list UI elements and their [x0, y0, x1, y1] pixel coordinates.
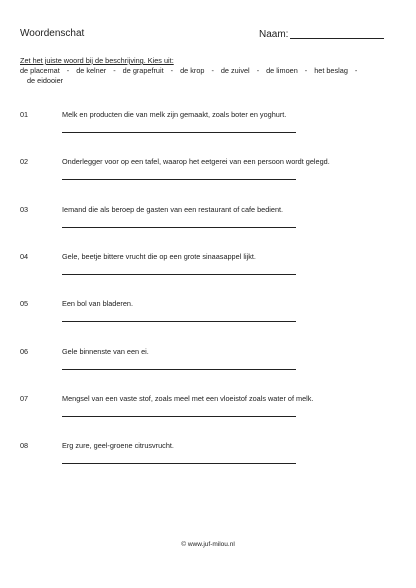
answer-line[interactable] — [62, 463, 296, 464]
word-separator: - — [170, 66, 174, 75]
word-choice: de kelner — [76, 66, 107, 75]
word-choice-list — [20, 66, 400, 85]
answer-line[interactable] — [62, 227, 296, 228]
exercise-item — [20, 252, 400, 292]
word-choice: het beslag — [314, 66, 348, 75]
exercise-number: 01 — [20, 110, 29, 119]
word-separator: - — [256, 66, 260, 75]
answer-line[interactable] — [62, 369, 296, 370]
name-field — [259, 28, 384, 40]
word-separator: - — [113, 66, 116, 75]
answer-line[interactable] — [62, 274, 296, 275]
word-choice: de grapefruit — [122, 66, 164, 75]
exercise-item — [20, 157, 400, 197]
exercise-number: 06 — [20, 347, 29, 356]
exercise-description: Gele binnenste van een ei. — [62, 347, 149, 356]
exercise-number: 03 — [20, 205, 29, 214]
word-choice: de limoen — [266, 66, 298, 75]
exercise-description: Gele, beetje bittere vrucht die op een grote sinaasappel lijkt. — [62, 252, 256, 261]
word-separator: - — [304, 66, 308, 75]
exercise-item — [20, 110, 400, 150]
exercise-description: Erg zure, geel-groene citrusvrucht. — [62, 441, 174, 450]
word-choice: de krop — [180, 66, 205, 75]
answer-line[interactable] — [62, 179, 296, 180]
word-separator: - — [354, 66, 358, 75]
word-separator: - — [66, 66, 70, 75]
word-choice: de eidooier — [27, 75, 64, 85]
exercise-description: Onderlegger voor op een tafel, waarop het eetgerei van een persoon wordt gelegd. — [62, 157, 330, 166]
word-separator: - — [211, 66, 214, 75]
exercise-description: Mengsel van een vaste stof, zoals meel met een vloeistof zoals water of melk. — [62, 394, 314, 403]
exercise-number: 08 — [20, 441, 29, 450]
exercise-item — [20, 299, 400, 339]
exercise-description: Melk en producten die van melk zijn gemaakt, zoals boter en yoghurt. — [62, 110, 287, 119]
answer-line[interactable] — [62, 321, 296, 322]
exercise-description: Een bol van bladeren. — [62, 299, 133, 308]
word-choice: de placemat — [20, 66, 60, 75]
exercise-number: 07 — [20, 394, 29, 403]
exercise-item — [20, 441, 400, 481]
exercise-number: 02 — [20, 157, 29, 166]
exercise-item — [20, 347, 400, 387]
name-label: Naam: — [259, 29, 289, 40]
answer-line[interactable] — [62, 416, 296, 417]
exercise-number: 04 — [20, 252, 29, 261]
exercise-description: Iemand die als beroep de gasten van een restaurant of cafe bedient. — [62, 205, 284, 214]
word-choice: de zuivel — [220, 66, 250, 75]
name-answer-line[interactable] — [290, 28, 384, 39]
worksheet-title: Woordenschat — [20, 28, 85, 39]
answer-line[interactable] — [62, 132, 296, 133]
instruction-text: Zet het juiste woord bij de beschrijving. Kies uit: — [20, 56, 174, 65]
exercise-number: 05 — [20, 299, 29, 308]
footer-credit: © www.juf-milou.nl — [181, 541, 235, 548]
exercise-item — [20, 205, 400, 245]
exercise-item — [20, 394, 400, 434]
